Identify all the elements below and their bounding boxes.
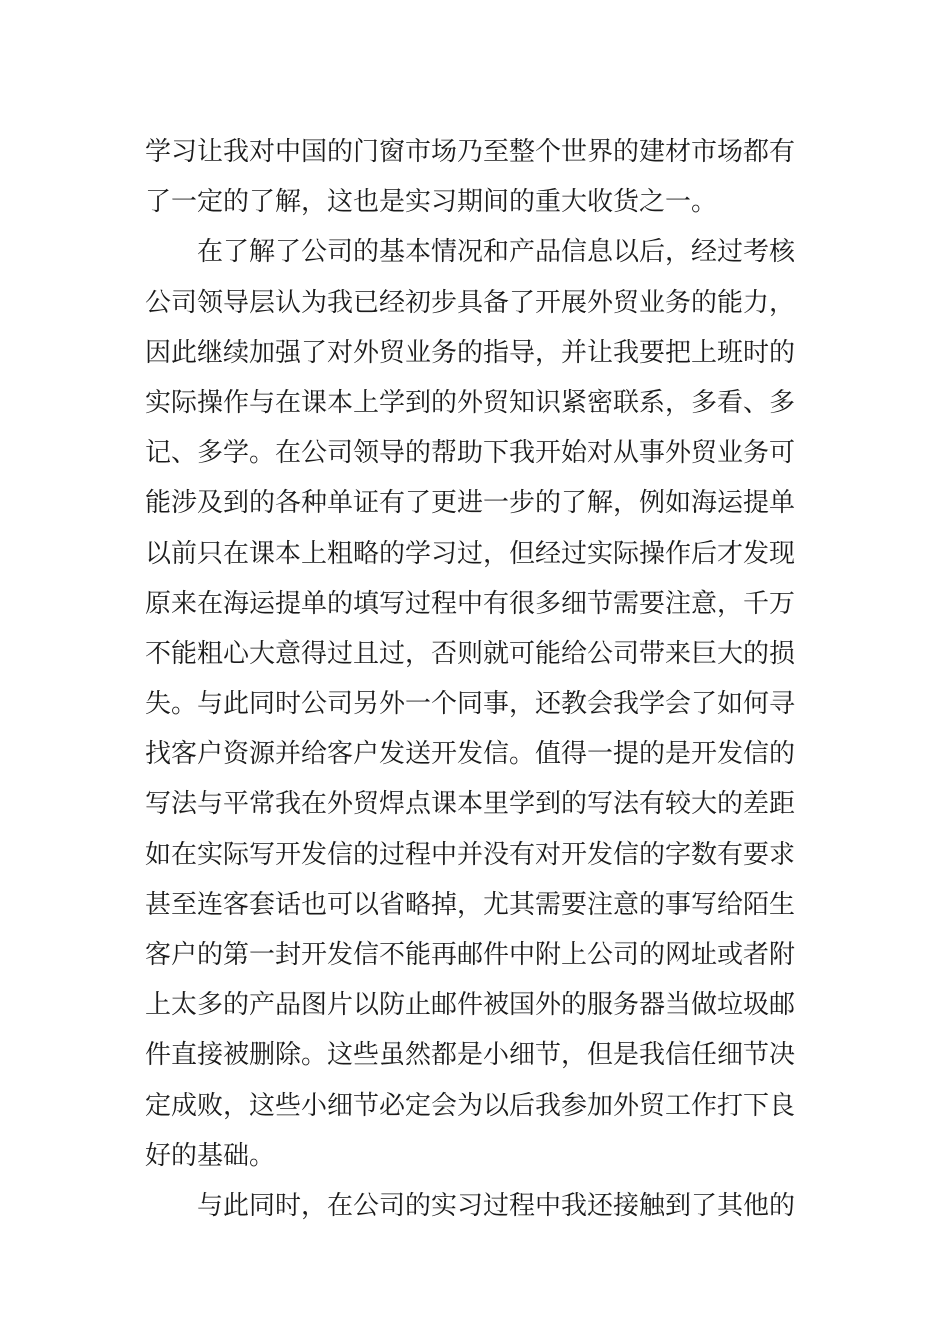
paragraph-first-line: 在了解了公司的基本情况和产品信息以后，经过考核	[197, 237, 796, 268]
text-line: 因此继续加强了对外贸业务的指导，并让我要把上班时的	[145, 337, 796, 368]
text-line: 原来在海运提单的填写过程中有很多细节需要注意，千万	[145, 588, 796, 619]
text-line: 写法与平常我在外贸焊点课本里学到的写法有较大的差距	[145, 789, 796, 820]
text-line: 不能粗心大意得过且过，否则就可能给公司带来巨大的损	[145, 638, 796, 669]
text-line: 甚至连客套话也可以省略掉，尤其需要注意的事写给陌生	[145, 889, 796, 920]
text-line: 定成败，这些小细节必定会为以后我参加外贸工作打下良	[145, 1090, 796, 1121]
text-line: 实际操作与在课本上学到的外贸知识紧密联系，多看、多	[145, 387, 796, 418]
text-line: 学习让我对中国的门窗市场乃至整个世界的建材市场都有	[145, 137, 796, 167]
text-line: 件直接被删除。这些虽然都是小细节，但是我信任细节决	[145, 1040, 796, 1071]
text-line: 找客户资源并给客户发送开发信。值得一提的是开发信的	[145, 739, 796, 770]
text-line: 以前只在课本上粗略的学习过，但经过实际操作后才发现	[145, 538, 796, 569]
text-line: 失。与此同时公司另外一个同事，还教会我学会了如何寻	[145, 689, 796, 720]
text-line: 了一定的了解，这也是实习期间的重大收货之一。	[145, 187, 718, 218]
text-line: 记、多学。在公司领导的帮助下我开始对从事外贸业务可	[145, 438, 796, 469]
text-line: 好的基础。	[145, 1140, 276, 1171]
text-line: 公司领导层认为我已经初步具备了开展外贸业务的能力，	[145, 287, 796, 318]
text-line: 能涉及到的各种单证有了更进一步的了解，例如海运提单	[145, 488, 796, 519]
text-line: 如在实际写开发信的过程中并没有对开发信的字数有要求	[145, 839, 796, 870]
body-text	[145, 127, 815, 1231]
paragraph-first-line: 与此同时，在公司的实习过程中我还接触到了其他的	[197, 1190, 796, 1221]
text-line: 上太多的产品图片以防止邮件被国外的服务器当做垃圾邮	[145, 990, 796, 1021]
text-line: 客户的第一封开发信不能再邮件中附上公司的网址或者附	[145, 940, 796, 970]
